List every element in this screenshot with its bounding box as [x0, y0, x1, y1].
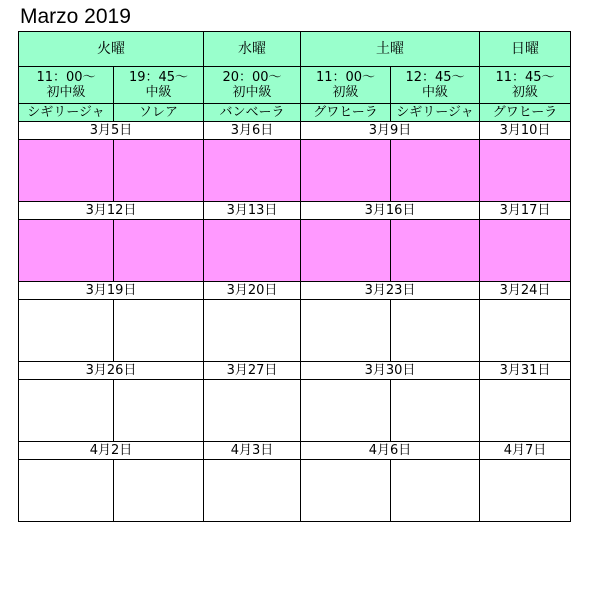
class-cell — [204, 460, 301, 522]
date-label: 3月19日 — [19, 282, 204, 300]
class-cell — [19, 460, 114, 522]
date-label: 3月20日 — [204, 282, 301, 300]
instructor-name: グワヒーラ — [301, 104, 391, 122]
date-label: 3月27日 — [204, 362, 301, 380]
date-row — [19, 202, 571, 220]
class-slot-2 — [114, 67, 204, 104]
class-cell — [301, 380, 391, 442]
class-cells-row — [19, 140, 571, 202]
class-slot-4 — [301, 67, 391, 104]
time-level-row — [19, 67, 571, 104]
class-cell — [480, 220, 571, 282]
class-cell — [301, 300, 391, 362]
class-time: 20：00～ — [222, 70, 282, 85]
class-cell — [480, 380, 571, 442]
date-label: 3月12日 — [19, 202, 204, 220]
class-cells-row — [19, 460, 571, 522]
day-header-sunday: 日曜 — [480, 32, 571, 67]
class-level: 初級 — [332, 85, 359, 100]
class-slot-5 — [391, 67, 480, 104]
date-label: 4月6日 — [301, 442, 480, 460]
class-cell — [19, 140, 114, 202]
class-slot-6 — [480, 67, 571, 104]
date-row — [19, 442, 571, 460]
class-cell — [391, 460, 480, 522]
class-cell — [204, 220, 301, 282]
class-time: 19：45～ — [128, 70, 189, 85]
class-cell — [391, 300, 480, 362]
date-label: 3月5日 — [19, 122, 204, 140]
class-cell — [301, 460, 391, 522]
class-cell — [114, 460, 204, 522]
date-label: 3月24日 — [480, 282, 571, 300]
class-cell — [204, 380, 301, 442]
class-cell — [19, 300, 114, 362]
instructor-name: ソレア — [114, 104, 204, 122]
class-level: 初中級 — [46, 85, 86, 100]
class-slot-1 — [19, 67, 114, 104]
date-row — [19, 362, 571, 380]
date-label: 3月9日 — [301, 122, 480, 140]
class-cell — [204, 300, 301, 362]
class-cell — [391, 380, 480, 442]
class-cell — [114, 380, 204, 442]
class-slot-3 — [204, 67, 301, 104]
date-label: 3月23日 — [301, 282, 480, 300]
class-cell — [480, 140, 571, 202]
class-cell — [391, 220, 480, 282]
date-label: 3月30日 — [301, 362, 480, 380]
instructor-name: バンベーラ — [204, 104, 301, 122]
class-cells-row — [19, 300, 571, 362]
class-level: 中級 — [421, 85, 448, 100]
class-cell — [480, 460, 571, 522]
class-cells-row — [19, 380, 571, 442]
day-header-wednesday: 水曜 — [204, 32, 301, 67]
class-time: 11：00～ — [315, 70, 376, 85]
date-row — [19, 122, 571, 140]
class-cell — [19, 220, 114, 282]
date-label: 4月2日 — [19, 442, 204, 460]
class-level: 初級 — [511, 85, 538, 100]
instructor-name: グワヒーラ — [480, 104, 571, 122]
date-label: 3月31日 — [480, 362, 571, 380]
date-label: 3月26日 — [19, 362, 204, 380]
date-label: 3月16日 — [301, 202, 480, 220]
instructor-row — [19, 104, 571, 122]
date-label: 3月17日 — [480, 202, 571, 220]
date-label: 4月7日 — [480, 442, 571, 460]
schedule-table — [18, 31, 571, 522]
date-row — [19, 282, 571, 300]
class-cell — [301, 220, 391, 282]
class-level: 初中級 — [232, 85, 272, 100]
page-title: Marzo 2019 — [20, 5, 131, 28]
date-label: 3月6日 — [204, 122, 301, 140]
class-cell — [114, 300, 204, 362]
class-cell — [204, 140, 301, 202]
day-header-row — [19, 32, 571, 67]
class-cell — [391, 140, 480, 202]
class-level: 中級 — [145, 85, 172, 100]
date-label: 3月13日 — [204, 202, 301, 220]
date-label: 3月10日 — [480, 122, 571, 140]
class-cell — [114, 140, 204, 202]
class-cells-row — [19, 220, 571, 282]
class-cell — [480, 300, 571, 362]
instructor-name: シギリージャ — [391, 104, 480, 122]
class-time: 11：00～ — [36, 70, 96, 85]
date-label: 4月3日 — [204, 442, 301, 460]
class-cell — [114, 220, 204, 282]
day-header-saturday: 土曜 — [301, 32, 480, 67]
day-header-tuesday: 火曜 — [19, 32, 204, 67]
class-time: 12：45～ — [405, 70, 465, 85]
class-cell — [19, 380, 114, 442]
instructor-name: シギリージャ — [19, 104, 114, 122]
class-time: 11：45～ — [495, 70, 555, 85]
class-cell — [301, 140, 391, 202]
